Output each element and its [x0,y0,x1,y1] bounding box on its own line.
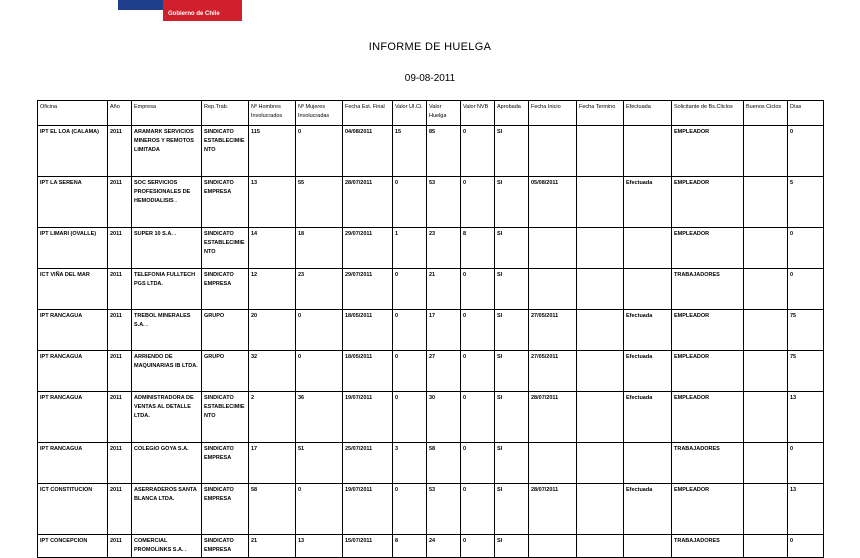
column-header: Valor UI.Ci. [393,101,427,126]
table-cell: 75 [788,310,824,351]
table-cell [577,392,624,443]
table-cell [744,484,788,535]
table-cell: 0 [788,126,824,177]
table-cell: 18/05/2011 [343,351,393,392]
table-cell [529,269,577,310]
table-cell: EMPLEADOR [672,484,744,535]
column-header: Fecha Est. Final [343,101,393,126]
table-cell [577,126,624,177]
table-cell: 24 [427,535,461,558]
table-cell: IPT CONCEPCION [38,535,108,558]
table-row [38,351,824,392]
table-cell: SI [495,351,529,392]
table-cell [624,228,672,269]
table-cell: IPT EL LOA (CALAMA) [38,126,108,177]
table-cell: 2011 [108,310,132,351]
table-cell: 25/07/2011 [343,443,393,484]
table-cell: 2011 [108,484,132,535]
table-cell: TRABAJADORES [672,269,744,310]
table-cell: 0 [461,177,495,228]
table-cell [744,310,788,351]
table-cell: 3 [393,443,427,484]
table-row [38,228,824,269]
column-header: Oficina [38,101,108,126]
column-header: Valor NVB [461,101,495,126]
table-cell: 0 [788,443,824,484]
table-cell: SINDICATO EMPRESA [202,269,249,310]
table-cell: 0 [296,126,343,177]
table-cell: Efectuada [624,484,672,535]
table-cell [744,177,788,228]
table-cell [577,177,624,228]
table-cell: SOC SERVICIOS PROFESIONALES DE HEMODIALISIS . [132,177,202,228]
column-header: Días [788,101,824,126]
table-cell: ICT CONSTITUCION [38,484,108,535]
table-cell: 2011 [108,392,132,443]
table-cell: SINDICATO ESTABLECIMIENTO [202,126,249,177]
table-cell: 1 [393,228,427,269]
table-cell: 15 [393,126,427,177]
table-cell: 2011 [108,177,132,228]
column-header: Fecha Inicio [529,101,577,126]
table-cell [624,535,672,558]
table-row [38,126,824,177]
table-cell: GRUPO [202,310,249,351]
table-cell: 0 [461,310,495,351]
table-cell: 2011 [108,535,132,558]
table-cell: 51 [296,443,343,484]
table-cell: EMPLEADOR [672,126,744,177]
table-cell [577,269,624,310]
table-cell: IPT RANCAGUA [38,310,108,351]
table-cell [744,126,788,177]
table-cell: 19/07/2011 [343,392,393,443]
table-cell: 13 [296,535,343,558]
table-cell: 27/05/2011 [529,351,577,392]
table-cell: 2011 [108,351,132,392]
table-cell: IPT RANCAGUA [38,443,108,484]
table-cell: 2011 [108,126,132,177]
table-cell: SI [495,443,529,484]
table-cell: 0 [393,177,427,228]
table-cell: ARAMARK SERVICIOS MINEROS Y REMOTOS LIMITADA [132,126,202,177]
strike-report-table [37,100,824,558]
table-cell: 13 [788,392,824,443]
table-cell: 20 [249,310,296,351]
table-cell: 58 [427,443,461,484]
column-header: Empresa [132,101,202,126]
table-cell: IPT RANCAGUA [38,392,108,443]
table-cell: 29/07/2011 [343,228,393,269]
table-cell: SINDICATO ESTABLECIMIENTO [202,228,249,269]
table-cell: 0 [393,310,427,351]
table-cell: COLEGIO GOYA S.A. [132,443,202,484]
table-header-row [38,101,824,126]
table-cell: 27/05/2011 [529,310,577,351]
column-header: Nº Mujeres Involucradas [296,101,343,126]
table-cell: SINDICATO EMPRESA [202,484,249,535]
table-cell: 2011 [108,269,132,310]
table-cell: SI [495,484,529,535]
table-cell: EMPLEADOR [672,310,744,351]
table-cell: Efectuada [624,392,672,443]
table-cell: ASERRADEROS SANTA BLANCA LTDA. [132,484,202,535]
table-cell: SI [495,392,529,443]
table-cell: 0 [461,126,495,177]
table-cell: 32 [249,351,296,392]
table-cell: 19/07/2011 [343,484,393,535]
table-cell: SI [495,535,529,558]
table-cell: EMPLEADOR [672,392,744,443]
table-cell: 0 [393,392,427,443]
logo-red-block [163,0,242,10]
table-cell: 14 [249,228,296,269]
table-cell [577,351,624,392]
table-cell: 36 [296,392,343,443]
table-cell: ARRIENDO DE MAQUINARIAS IB LTDA. [132,351,202,392]
table-cell: 0 [461,351,495,392]
table-cell: 2 [249,392,296,443]
table-cell: 29/07/2011 [343,269,393,310]
table-cell [744,351,788,392]
table-cell [744,535,788,558]
table-cell: 30 [427,392,461,443]
table-cell [624,269,672,310]
table-cell [529,228,577,269]
table-cell: 53 [427,484,461,535]
table-cell [577,535,624,558]
table-row [38,443,824,484]
table-cell [577,310,624,351]
table-cell: 58 [249,484,296,535]
gobierno-logo [118,0,242,21]
table-cell [577,484,624,535]
report-date: 09-08-2011 [404,73,456,84]
table-cell: SINDICATO EMPRESA [202,177,249,228]
table-cell: 0 [788,535,824,558]
table-cell: SUPER 10 S.A. . [132,228,202,269]
table-cell: 0 [461,443,495,484]
table-cell: IPT LA SERENA [38,177,108,228]
table-cell: 0 [393,484,427,535]
table-cell: 18/05/2011 [343,310,393,351]
table-cell: 75 [788,351,824,392]
table-cell: EMPLEADOR [672,228,744,269]
column-header: Fecha Termino [577,101,624,126]
table-cell: SINDICATO EMPRESA [202,535,249,558]
column-header: Buenos Ciclos [744,101,788,126]
table-cell: 12 [249,269,296,310]
table-cell: TELEFONIA FULLTECH PGS LTDA. [132,269,202,310]
table-cell: 17 [249,443,296,484]
table-cell [529,126,577,177]
column-header: Solicitante de Bs.Cliclos [672,101,744,126]
table-cell: TREBOL MINERALES S.A. . [132,310,202,351]
table-row [38,392,824,443]
table-row [38,484,824,535]
table-cell: IPT LIMARI (OVALLE) [38,228,108,269]
table-cell: 115 [249,126,296,177]
table-cell: TRABAJADORES [672,535,744,558]
table-cell: 8 [393,535,427,558]
table-cell: Efectuada [624,310,672,351]
table-cell: 15/07/2011 [343,535,393,558]
table-cell: 8 [461,228,495,269]
table-cell [577,443,624,484]
table-cell: 28/07/2011 [343,177,393,228]
table-cell: SI [495,228,529,269]
column-header: Año [108,101,132,126]
table-cell: 0 [461,269,495,310]
table-cell: 0 [788,228,824,269]
table-cell: 21 [427,269,461,310]
table-cell: SINDICATO ESTABLECIMIENTO [202,392,249,443]
table-cell: 04/08/2011 [343,126,393,177]
table-cell: 0 [296,310,343,351]
table-cell: 28/07/2011 [529,392,577,443]
table-cell: SI [495,310,529,351]
table-cell: 13 [788,484,824,535]
table-cell: 0 [296,484,343,535]
table-row [38,535,824,558]
table-cell: 0 [393,269,427,310]
table-cell: 23 [296,269,343,310]
table-cell: Efectuada [624,351,672,392]
column-header: Valor Huelga [427,101,461,126]
table-cell: 0 [393,351,427,392]
logo-text: Gobierno de Chile [168,11,220,17]
table-cell: SINDICATO EMPRESA [202,443,249,484]
table-cell: GRUPO [202,351,249,392]
table-cell: 53 [427,177,461,228]
table-cell: 28/07/2011 [529,484,577,535]
table-row [38,310,824,351]
table-cell: 13 [249,177,296,228]
table-cell: ICT VIÑA DEL MAR [38,269,108,310]
table-cell: COMERCIAL PROMOLINKS S.A. . [132,535,202,558]
table-row [38,177,824,228]
table-cell [744,443,788,484]
table-cell: 5 [788,177,824,228]
report-title: INFORME DE HUELGA [368,41,492,53]
column-header: Rep.Trab. [202,101,249,126]
table-cell: 05/08/2011 [529,177,577,228]
table-cell: 2011 [108,228,132,269]
table-cell: EMPLEADOR [672,351,744,392]
table-cell: 17 [427,310,461,351]
table-cell [744,269,788,310]
table-cell [529,535,577,558]
table-cell: 23 [427,228,461,269]
column-header: Aprobada [495,101,529,126]
table-cell: 18 [296,228,343,269]
table-cell: SI [495,126,529,177]
table-cell: 0 [461,535,495,558]
table-cell: TRABAJADORES [672,443,744,484]
table-cell: Efectuada [624,177,672,228]
table-cell: 0 [788,269,824,310]
table-row [38,269,824,310]
logo-blue-block [118,0,163,10]
table-cell: 0 [461,484,495,535]
table-cell: 55 [296,177,343,228]
table-cell [744,228,788,269]
table-cell: EMPLEADOR [672,177,744,228]
table-cell [624,126,672,177]
table-cell: IPT RANCAGUA [38,351,108,392]
table-cell: 2011 [108,443,132,484]
column-header: Nº Hombres Involucrados [249,101,296,126]
table-cell [624,443,672,484]
table-cell: 21 [249,535,296,558]
table-cell: 0 [461,392,495,443]
table-cell: SI [495,177,529,228]
table-cell: SI [495,269,529,310]
table-cell: 27 [427,351,461,392]
table-cell: 0 [296,351,343,392]
table-cell [577,228,624,269]
table-cell [744,392,788,443]
table-cell [529,443,577,484]
table-cell: 85 [427,126,461,177]
column-header: Efectuada [624,101,672,126]
table-cell: ADMINISTRADORA DE VENTAS AL DETALLE LTDA. [132,392,202,443]
